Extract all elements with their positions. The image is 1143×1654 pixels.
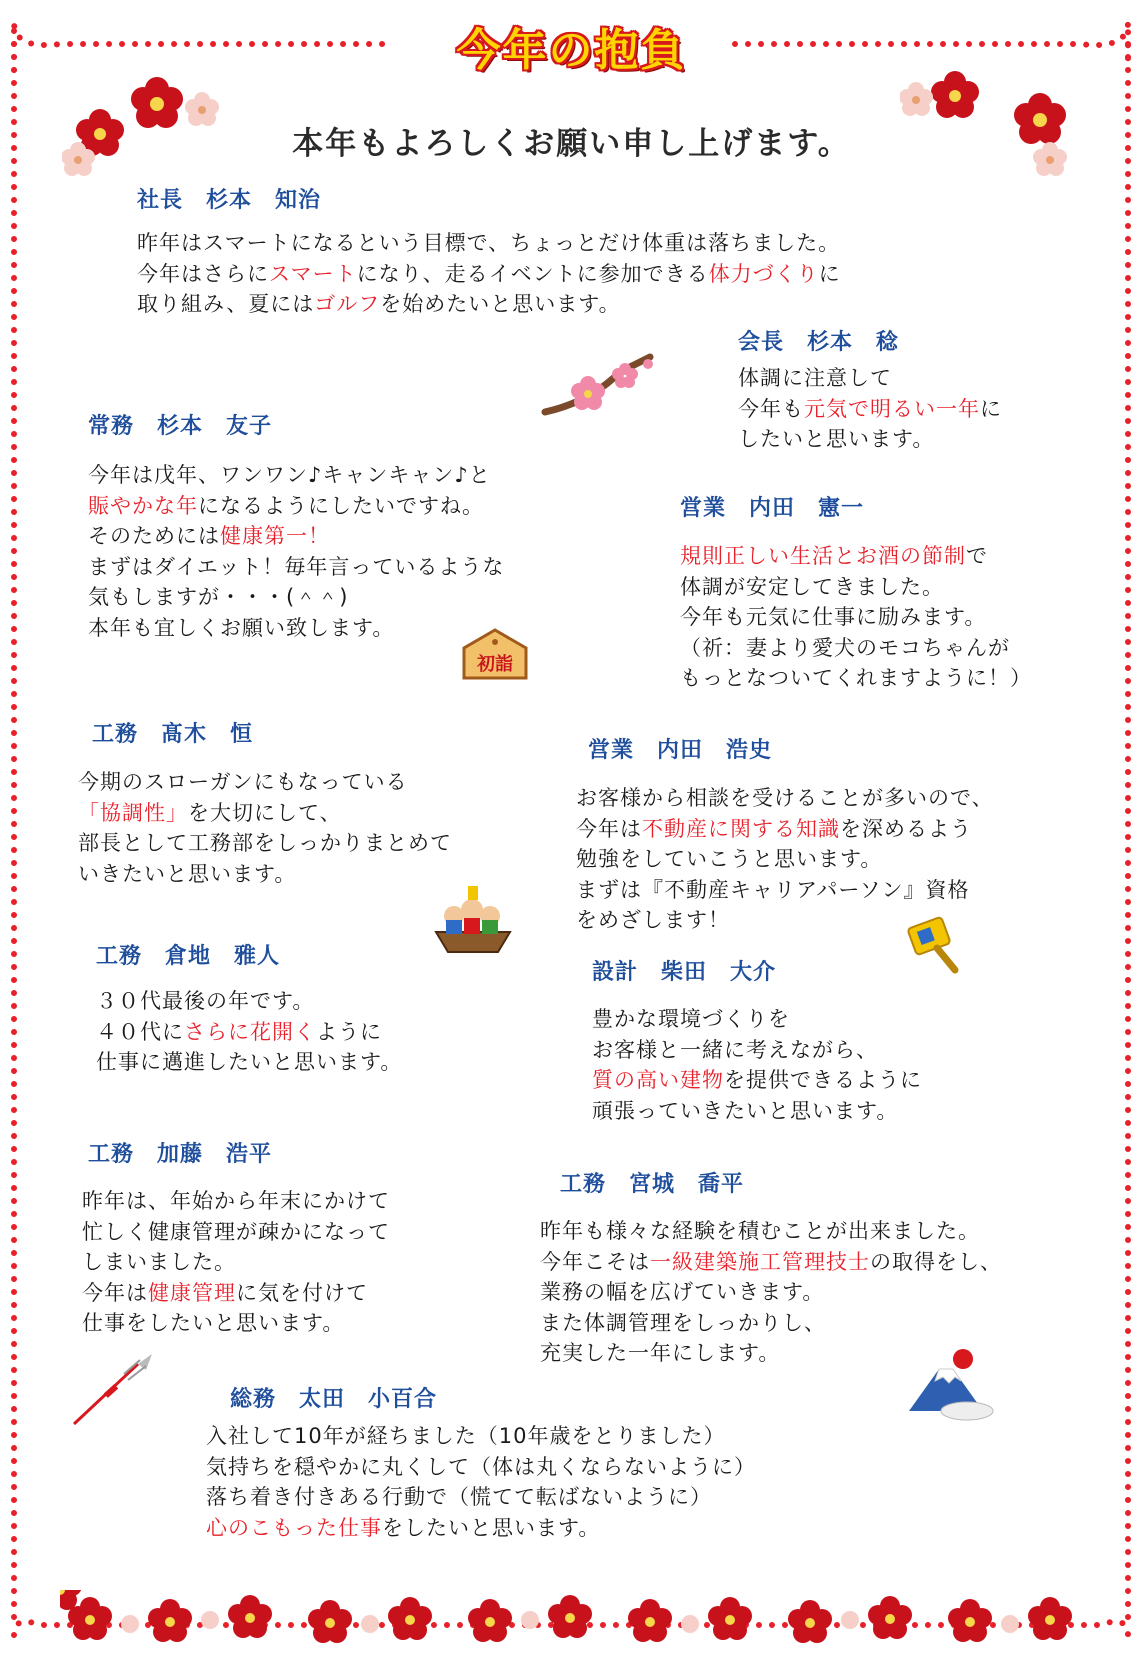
- entry-line: [592, 1035, 922, 1066]
- body-text: に: [818, 261, 841, 286]
- body-text: 仕事をしたいと思います。: [82, 1311, 345, 1335]
- body-text: 豊かな環境づくりを: [592, 1007, 790, 1031]
- body-text: 昨年は、年始から年末にかけて: [82, 1189, 390, 1213]
- body-text: まずは『不動産キャリアパーソン』資格: [576, 877, 970, 902]
- entry-line: [82, 1186, 390, 1217]
- entry-line: [137, 289, 841, 320]
- highlight-text: 一級建築施工管理技士: [650, 1249, 870, 1274]
- entry-name: 社長 杉本 知治: [137, 188, 322, 213]
- entry-line: [540, 1247, 1002, 1278]
- plum-branch-icon: [540, 352, 660, 432]
- entry-line: [88, 613, 504, 644]
- entry-line: [88, 582, 504, 613]
- highlight-text: 健康第一！: [220, 524, 330, 548]
- body-text: 勉強をしていこうと思います。: [576, 847, 883, 871]
- body-text: 今年も: [738, 396, 804, 421]
- body-text: 頑張っていきたいと思います。: [592, 1098, 899, 1123]
- entry-body: [78, 767, 452, 889]
- body-text: に: [980, 396, 1002, 421]
- entry-line: [206, 1421, 756, 1452]
- body-text: 落ち着き付きある行動で（慌てて転ばないように）: [206, 1485, 712, 1509]
- body-text: ように: [316, 1019, 382, 1044]
- entry-line: [96, 986, 402, 1017]
- body-text: に気を付けて: [236, 1280, 368, 1305]
- entry-name: 工務 加藤 浩平: [88, 1142, 273, 1167]
- entry-line: [88, 521, 504, 552]
- body-text: 今年も元気に仕事に励みます。: [680, 605, 987, 629]
- entry-line: [96, 1047, 402, 1078]
- entry-line: [206, 1452, 756, 1483]
- plum-blossom-cluster-left-icon: [62, 70, 242, 180]
- body-text: お客様と一緒に考えながら、: [592, 1037, 878, 1062]
- entry-line: [82, 1217, 390, 1248]
- body-text: で: [966, 544, 988, 568]
- body-text: の取得をし、: [870, 1249, 1002, 1274]
- body-text: をめざします！: [576, 908, 730, 932]
- entry-line: [592, 1096, 922, 1127]
- entry-line: [680, 572, 1032, 603]
- entry-komu1: [78, 720, 452, 889]
- entry-line: [592, 1065, 922, 1096]
- entry-body: [680, 541, 1032, 694]
- entry-kaicho: [738, 328, 1002, 455]
- body-text: 今年は: [82, 1280, 148, 1305]
- body-text: 業務の幅を広げていきます。: [540, 1280, 825, 1304]
- entry-name: 工務 倉地 雅人: [96, 944, 281, 969]
- entry-body: [88, 460, 504, 643]
- body-text: ４０代に: [96, 1019, 184, 1044]
- entry-line: [78, 828, 452, 859]
- highlight-text: スマート: [269, 261, 357, 286]
- entry-line: [576, 814, 994, 845]
- body-text: したいと思います。: [738, 427, 935, 451]
- body-text: 入社して10年が経ちました（10年歳をとりました）: [206, 1424, 726, 1448]
- entry-line: [88, 552, 504, 583]
- entry-komu3: [82, 1140, 390, 1339]
- highlight-text: 賑やかな年: [88, 493, 198, 518]
- entry-sekkei: [592, 958, 922, 1126]
- entry-eigyo2: [576, 736, 994, 936]
- entry-line: [576, 783, 994, 814]
- highlight-text: 規則正しい生活とお酒の節制: [680, 544, 966, 568]
- body-text: いきたいと思います。: [78, 861, 297, 886]
- highlight-text: 「協調性」: [78, 800, 188, 825]
- entry-line: [206, 1513, 756, 1544]
- entry-name: 設計 柴田 大介: [592, 960, 777, 985]
- entry-body: [576, 783, 994, 936]
- entry-name: 総務 太田 小百合: [230, 1387, 438, 1412]
- body-text: （祈：妻より愛犬のモコちゃんが: [680, 635, 1010, 660]
- entry-name: 常務 杉本 友子: [88, 414, 273, 439]
- body-text: を提供できるように: [724, 1068, 922, 1092]
- body-text: を始めたいと思います。: [380, 292, 621, 316]
- body-text: 昨年も様々な経験を積むことが出来ました。: [540, 1219, 980, 1243]
- plum-blossom-row-icon: [60, 1590, 1090, 1650]
- body-text: 体調が安定してきました。: [680, 574, 944, 599]
- body-text: また体調管理をしっかりし、: [540, 1310, 826, 1335]
- entry-body: [738, 363, 1002, 455]
- entry-line: [738, 394, 1002, 425]
- entry-body: [82, 1186, 390, 1339]
- entry-body: [206, 1421, 756, 1543]
- entry-line: [96, 1017, 402, 1048]
- entry-line: [576, 844, 994, 875]
- entry-line: [540, 1338, 1002, 1369]
- body-text: になるようにしたいですね。: [198, 493, 484, 518]
- body-text: まずはダイエット！毎年言っているような: [88, 554, 505, 579]
- body-text: を大切にして、: [188, 800, 342, 825]
- entry-line: [78, 859, 452, 890]
- entry-komu4: [540, 1170, 1002, 1369]
- entry-line: [738, 363, 1002, 394]
- entry-name: 会長 杉本 稔: [738, 330, 900, 355]
- entry-line: [82, 1308, 390, 1339]
- entry-line: [540, 1308, 1002, 1339]
- entry-name: 営業 内田 憲一: [680, 496, 865, 521]
- entry-line: [680, 541, 1032, 572]
- entry-line: [540, 1277, 1002, 1308]
- plum-blossom-cluster-right-icon: [900, 70, 1080, 180]
- body-text: になり、走るイベントに参加できる: [356, 261, 709, 286]
- highlight-text: 不動産に関する知識: [642, 816, 840, 841]
- entry-line: [576, 875, 994, 906]
- body-text: 今年こそは: [540, 1249, 650, 1274]
- entry-name: 営業 内田 浩史: [588, 738, 773, 763]
- entry-line: [592, 1004, 922, 1035]
- entry-line: [82, 1247, 390, 1278]
- body-text: 今年は戊年、ワンワン♪キャンキャン♪と: [88, 463, 491, 487]
- entry-body: [137, 228, 841, 320]
- body-text: 部長として工務部をしっかりまとめて: [78, 831, 452, 855]
- entry-name: 工務 宮城 喬平: [560, 1172, 745, 1197]
- body-text: 本年も宜しくお願い致します。: [88, 615, 395, 640]
- ema-label: 初詣: [477, 654, 513, 675]
- page-title: 今年の抱負: [456, 25, 687, 76]
- body-text: そのためには: [88, 524, 220, 548]
- body-text: 気もしますが・・・(＾＾): [88, 585, 349, 609]
- body-text: 忙しく健康管理が疎かになって: [82, 1219, 390, 1244]
- entry-line: [88, 491, 504, 522]
- entry-body: [592, 1004, 922, 1126]
- body-text: もっとなついてくれますように！）: [680, 666, 1032, 690]
- body-text: 仕事に邁進したいと思います。: [96, 1050, 403, 1074]
- entry-eigyo1: [680, 494, 1032, 694]
- entry-line: [78, 767, 452, 798]
- body-text: 今期のスローガンにもなっている: [78, 770, 408, 794]
- body-text: を深めるよう: [840, 816, 972, 841]
- body-text: 昨年はスマートになるという目標で、ちょっとだけ体重は落ちました。: [137, 231, 841, 255]
- body-text: 充実した一年にします。: [540, 1341, 781, 1365]
- hamaya-arrow-icon: [68, 1350, 158, 1430]
- entry-body: [540, 1216, 1002, 1369]
- body-text: お客様から相談を受けることが多いので、: [576, 786, 994, 810]
- entry-line: [738, 424, 1002, 455]
- body-text: しまいました。: [82, 1250, 236, 1274]
- entry-jomu: [88, 412, 504, 643]
- entry-line: [82, 1278, 390, 1309]
- highlight-text: 健康管理: [148, 1280, 236, 1305]
- highlight-text: 心のこもった仕事: [206, 1515, 382, 1540]
- entry-line: [680, 602, 1032, 633]
- entry-name: 工務 髙木 恒: [92, 722, 254, 747]
- highlight-text: 元気で明るい一年: [804, 396, 980, 421]
- entry-line: [78, 798, 452, 829]
- entry-somu: [206, 1385, 756, 1543]
- entry-line: [680, 663, 1032, 694]
- entry-line: [540, 1216, 1002, 1247]
- body-text: ３０代最後の年です。: [96, 989, 315, 1013]
- entry-line: [206, 1482, 756, 1513]
- page-subtitle: 本年もよろしくお願い申し上げます。: [292, 126, 851, 162]
- entry-line: [680, 633, 1032, 664]
- entry-line: [137, 259, 841, 290]
- highlight-text: 質の高い建物: [592, 1068, 724, 1092]
- body-text: をしたいと思います。: [382, 1515, 601, 1540]
- entry-komu2: [96, 942, 402, 1078]
- entry-body: [96, 986, 402, 1078]
- body-text: 今年は: [576, 816, 642, 841]
- entry-line: [88, 460, 504, 491]
- highlight-text: ゴルフ: [314, 292, 381, 316]
- body-text: 取り組み、夏には: [137, 292, 315, 316]
- entry-line: [137, 228, 841, 259]
- treasure-ship-icon: [432, 880, 514, 956]
- entry-line: [576, 905, 994, 936]
- body-text: 体調に注意して: [738, 366, 892, 390]
- body-text: 気持ちを穏やかに丸くして（体は丸くならないように）: [206, 1454, 756, 1479]
- highlight-text: 体力づくり: [708, 261, 819, 286]
- highlight-text: さらに花開く: [184, 1019, 316, 1044]
- entry-shacho: [137, 186, 841, 320]
- body-text: 今年はさらに: [137, 261, 269, 286]
